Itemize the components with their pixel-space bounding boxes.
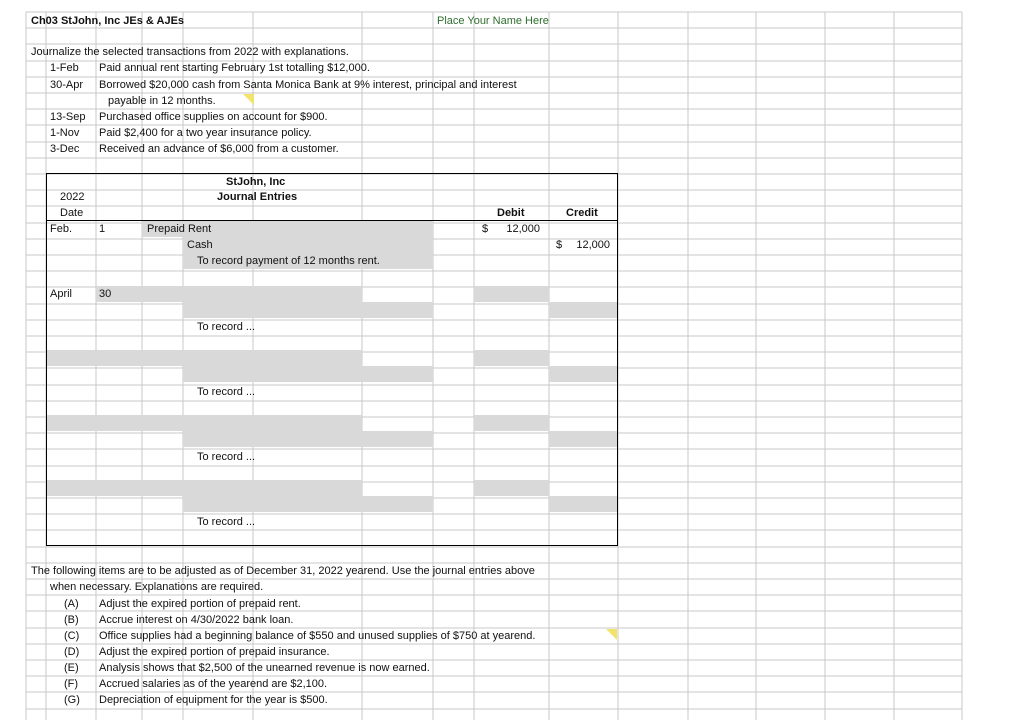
- debit-account: Prepaid Rent: [147, 223, 212, 235]
- entry-day: 1: [99, 223, 106, 235]
- answer-cell[interactable]: [474, 350, 549, 366]
- adjustment-text: Adjust the expired portion of prepaid insurance.: [99, 646, 330, 658]
- adjustments-intro: when necessary. Explanations are required.: [50, 581, 264, 593]
- adjustment-label: (C): [64, 630, 80, 642]
- journal-header-rule: [46, 220, 618, 221]
- debit-amount: 12,000: [506, 223, 540, 235]
- journal-box-top: [46, 173, 618, 174]
- journal-title: Journal Entries: [217, 191, 298, 203]
- answer-cell[interactable]: [362, 431, 433, 447]
- answer-cell[interactable]: [362, 496, 433, 512]
- adjustment-label: (F): [64, 678, 79, 690]
- transaction-date: 3-Dec: [50, 143, 80, 155]
- adjustment-text: Accrued salaries as of the yearend are $2,100.: [99, 678, 328, 690]
- adjustment-text: Analysis shows that $2,500 of the unearned revenue is now earned.: [99, 662, 430, 674]
- transaction-text: Borrowed $20,000 cash from Santa Monica Bank at 9% interest, principal and interest: [99, 79, 517, 91]
- adjustment-text: Accrue interest on 4/30/2022 bank loan.: [99, 614, 294, 626]
- entry-month: Feb.: [50, 223, 73, 235]
- adjustment-label: (A): [64, 598, 79, 610]
- explanation-placeholder[interactable]: To record ...: [197, 386, 256, 398]
- answer-cell[interactable]: [96, 415, 142, 431]
- debit-header: Debit: [497, 207, 525, 219]
- answer-cell[interactable]: [96, 480, 142, 496]
- answer-cell[interactable]: [474, 286, 549, 302]
- transaction-text: Received an advance of $6,000 from a customer.: [99, 143, 339, 155]
- journal-year: 2022: [60, 191, 85, 203]
- transaction-date: 1-Nov: [50, 127, 80, 139]
- adjustment-text: Office supplies had a beginning balance of $550 and unused supplies of $750 at yearend.: [99, 630, 536, 642]
- answer-cell[interactable]: [549, 496, 618, 512]
- transaction-text: Purchased office supplies on account for $900.: [99, 111, 328, 123]
- answer-cell[interactable]: [183, 302, 362, 318]
- credit-header: Credit: [566, 207, 598, 219]
- sheet-title: Ch03 StJohn, Inc JEs & AJEs: [31, 15, 185, 27]
- credit-account: Cash: [187, 239, 213, 251]
- entry-explanation: To record payment of 12 months rent.: [197, 255, 380, 267]
- answer-cell[interactable]: [362, 302, 433, 318]
- answer-cell[interactable]: [362, 237, 433, 253]
- answer-cell[interactable]: [362, 366, 433, 382]
- entry-day: 30: [99, 288, 112, 300]
- adjustment-label: (E): [64, 662, 79, 674]
- answer-cell[interactable]: [46, 480, 96, 496]
- answer-cell[interactable]: [142, 415, 362, 431]
- answer-cell[interactable]: [142, 350, 362, 366]
- answer-cell[interactable]: [46, 350, 96, 366]
- journal-date-header: Date: [60, 207, 84, 219]
- transaction-text: Paid annual rent starting February 1st totalling $12,000.: [99, 62, 370, 74]
- answer-cell[interactable]: [183, 366, 362, 382]
- transaction-date: 30-Apr: [50, 79, 84, 91]
- adjustment-text: Adjust the expired portion of prepaid rent.: [99, 598, 301, 610]
- credit-amount: 12,000: [576, 239, 610, 251]
- answer-cell[interactable]: [549, 302, 618, 318]
- journal-box-right: [617, 173, 618, 545]
- journal-box-bottom: [46, 545, 618, 546]
- explanation-placeholder[interactable]: To record ...: [197, 516, 256, 528]
- comment-indicator[interactable]: [243, 94, 254, 105]
- transaction-text-cont: payable in 12 months.: [108, 95, 216, 107]
- transaction-text: Paid $2,400 for a two year insurance policy.: [99, 127, 312, 139]
- adjustment-label: (D): [64, 646, 80, 658]
- answer-cell[interactable]: [46, 415, 96, 431]
- transaction-date: 13-Sep: [50, 111, 86, 123]
- answer-cell[interactable]: [362, 221, 433, 237]
- credit-currency: $: [556, 239, 563, 251]
- answer-cell[interactable]: [549, 431, 618, 447]
- answer-cell[interactable]: [474, 480, 549, 496]
- explanation-placeholder[interactable]: To record ...: [197, 321, 256, 333]
- answer-cell[interactable]: [142, 480, 362, 496]
- name-input-cell[interactable]: Place Your Name Here: [437, 15, 549, 27]
- answer-cell[interactable]: [96, 350, 142, 366]
- answer-cell[interactable]: [183, 496, 362, 512]
- journal-box-left: [46, 173, 47, 545]
- comment-indicator[interactable]: [606, 629, 617, 640]
- debit-currency: $: [482, 223, 489, 235]
- journal-company: StJohn, Inc: [226, 176, 286, 188]
- answer-cell[interactable]: [183, 431, 362, 447]
- explanation-placeholder[interactable]: To record ...: [197, 451, 256, 463]
- adjustment-label: (G): [64, 694, 80, 706]
- transaction-date: 1-Feb: [50, 62, 79, 74]
- adjustment-label: (B): [64, 614, 79, 626]
- answer-cell[interactable]: [474, 415, 549, 431]
- adjustments-intro: The following items are to be adjusted as of December 31, 2022 yearend. Use the journal entries above: [31, 565, 535, 577]
- answer-cell[interactable]: [142, 286, 362, 302]
- entry-month: April: [50, 288, 73, 300]
- adjustment-text: Depreciation of equipment for the year is $500.: [99, 694, 328, 706]
- answer-cell[interactable]: [549, 366, 618, 382]
- instructions-heading: Journalize the selected transactions from 2022 with explanations.: [31, 46, 349, 58]
